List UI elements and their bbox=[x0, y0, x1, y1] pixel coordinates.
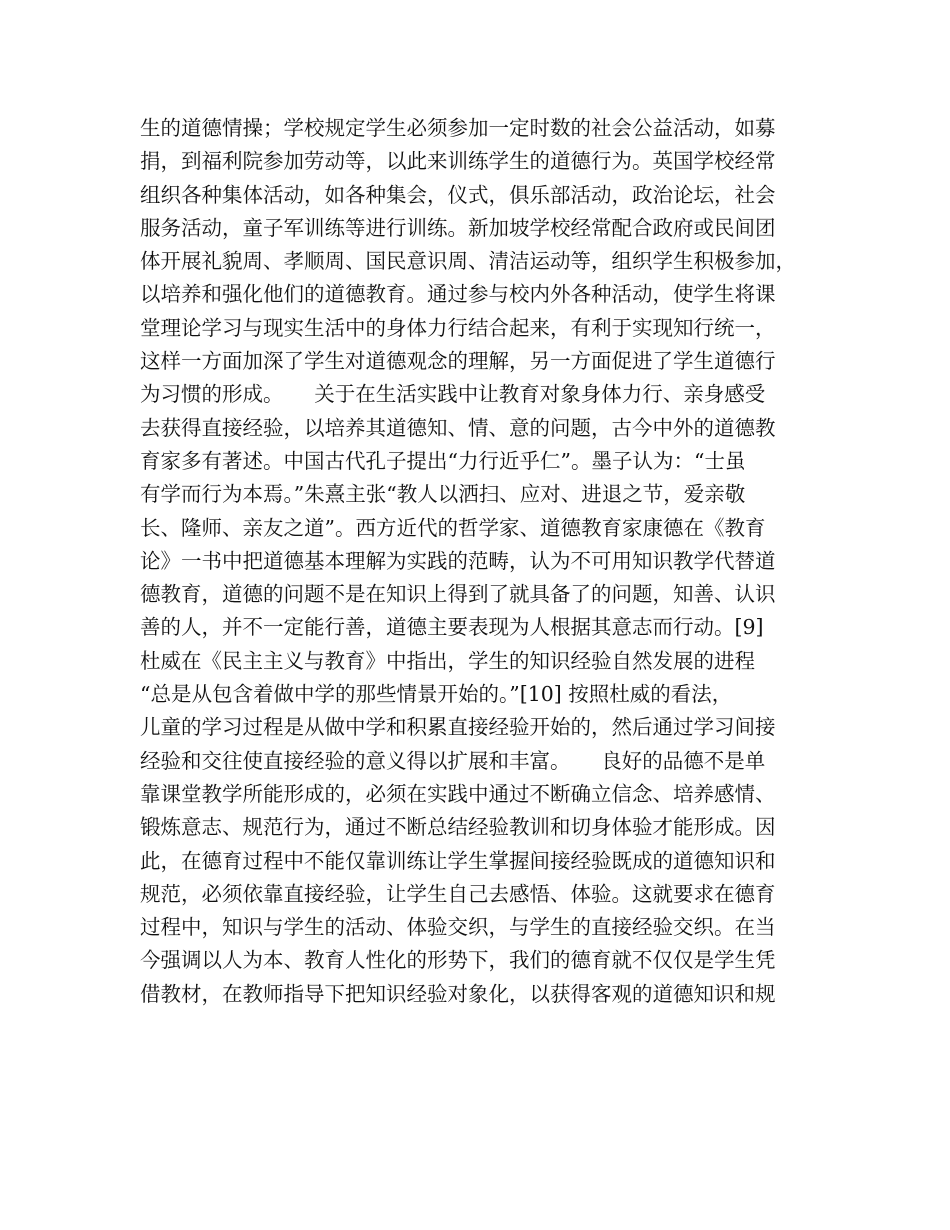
text-line: 经验和交往使直接经验的意义得以扩展和丰富。 良好的品德不是单 bbox=[140, 748, 766, 773]
text-line: 借教材，在教师指导下把知识经验对象化，以获得客观的道德知识和规 bbox=[140, 981, 776, 1006]
text-line: 育家多有著述。中国古代孔子提出“力行近乎仁”。墨子认为：“士虽 bbox=[140, 448, 746, 473]
text-line: 锻炼意志、规范行为，通过不断总结经验教训和切身体验才能形成。因 bbox=[140, 815, 776, 840]
body-text bbox=[140, 112, 820, 1011]
text-line: 去获得直接经验，以培养其道德知、情、意的问题，古今中外的道德教 bbox=[140, 415, 776, 440]
text-line: 体开展礼貌周、孝顺周、国民意识周、清洁运动等，组织学生积极参加， bbox=[140, 249, 796, 274]
text-line: 这样一方面加深了学生对道德观念的理解，另一方面促进了学生道德行 bbox=[140, 349, 776, 374]
text-line: 德教育，道德的问题不是在知识上得到了就具备了的问题，知善、认识 bbox=[140, 582, 776, 607]
text-line: 堂理论学习与现实生活中的身体力行结合起来，有利于实现知行统一， bbox=[140, 315, 776, 340]
text-line: 以培养和强化他们的道德教育。通过参与校内外各种活动，使学生将课 bbox=[140, 282, 776, 307]
text-line: 此，在德育过程中不能仅靠训练让学生掌握间接经验既成的道德知识和 bbox=[140, 848, 776, 873]
text-line: 论》一书中把道德基本理解为实践的范畴，认为不可用知识教学代替道 bbox=[140, 548, 776, 573]
text-line: 组织各种集体活动，如各种集会，仪式，俱乐部活动，政治论坛，社会 bbox=[140, 182, 776, 207]
text-line: 靠课堂教学所能形成的，必须在实践中通过不断确立信念、培养感情、 bbox=[140, 781, 776, 806]
text-line: 善的人，并不一定能行善，道德主要表现为人根据其意志而行动。[9] bbox=[140, 615, 764, 640]
text-line: 长、隆师、亲友之道”。西方近代的哲学家、道德教育家康德在《教育 bbox=[140, 515, 766, 540]
text-line: 有学而行为本焉。”朱熹主张“教人以洒扫、应对、进退之节，爱亲敬 bbox=[140, 482, 746, 507]
text-line: 儿童的学习过程是从做中学和积累直接经验开始的，然后通过学习间接 bbox=[140, 715, 776, 740]
text-line: 为习惯的形成。 关于在生活实践中让教育对象身体力行、亲身感受 bbox=[140, 382, 766, 407]
text-line: “总是从包含着做中学的那些情景开始的。”[10] 按照杜威的看法， bbox=[140, 682, 733, 707]
text-line: 服务活动，童子军训练等进行训练。新加坡学校经常配合政府或民间团 bbox=[140, 215, 776, 240]
text-line: 规范，必须依靠直接经验，让学生自己去感悟、体验。这就要求在德育 bbox=[140, 881, 776, 906]
text-line: 捐，到福利院参加劳动等，以此来训练学生的道德行为。英国学校经常 bbox=[140, 149, 776, 174]
text-line: 生的道德情操；学校规定学生必须参加一定时数的社会公益活动，如募 bbox=[140, 116, 776, 140]
text-line: 今强调以人为本、教育人性化的形势下，我们的德育就不仅仅是学生凭 bbox=[140, 948, 776, 973]
text-line: 过程中，知识与学生的活动、体验交织，与学生的直接经验交织。在当 bbox=[140, 915, 776, 940]
text-line: 杜威在《民主主义与教育》中指出，学生的知识经验自然发展的进程 bbox=[140, 648, 755, 673]
